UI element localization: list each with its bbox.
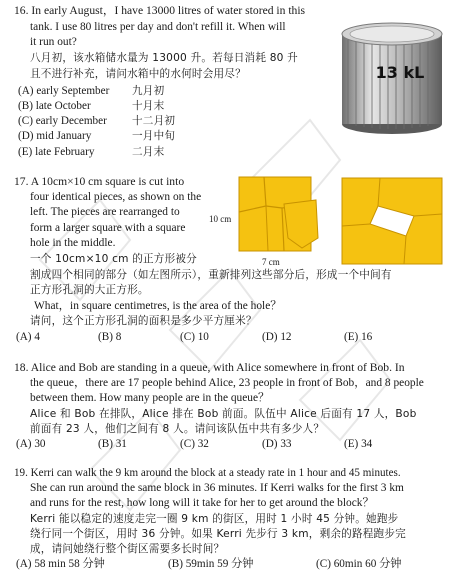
q18-zh-line1: Alice 和 Bob 在排队，Alice 排在 Bob 前面。队伍中 Alice 后面有 17 人，Bob xyxy=(30,408,417,420)
q16-option-b-zh: 十月末 xyxy=(132,100,165,112)
q18-option-d[interactable]: (D) 33 xyxy=(262,438,292,450)
q17-text-line3: left. The pieces are rearranged to xyxy=(30,206,180,218)
q17-option-b[interactable]: (B) 8 xyxy=(98,331,122,343)
q19-text-line3: and runs for the rest, how long will it take for her to get around the block？ xyxy=(30,497,374,509)
q18-text-line2: the queue，there are 17 people behind Alice, 23 people in front of Bob，and 8 people xyxy=(30,377,424,389)
q18-text-line1: 18. Alice and Bob are standing in a queue, with Alice somewhere in front of Bob. In xyxy=(14,361,405,374)
q17-text-line5: hole in the middle. xyxy=(30,237,116,249)
q18-option-c[interactable]: (C) 32 xyxy=(180,438,209,450)
q16-zh-line1: 八月初，该水箱储水量为 13000 升。若每日消耗 80 升 xyxy=(30,52,298,64)
figure-bottom-label: 7 cm xyxy=(262,257,280,267)
q17-option-c[interactable]: (C) 10 xyxy=(180,331,209,343)
q16-zh-line2: 且不进行补充，请问水箱中的水何时会用尽？ xyxy=(30,68,246,80)
q16-option-b[interactable]: (B) late October xyxy=(18,100,91,112)
q19-zh-line2: 绕行同一个街区，用时 36 分钟。如果 Kerri 先步行 3 km，剩余的路程跑步完 xyxy=(30,528,406,540)
q19-text-line2: She can run around the same block in 36 minutes. If Kerri walks for the first 3 km xyxy=(30,482,404,494)
q17-option-e[interactable]: (E) 16 xyxy=(344,331,373,343)
q19-option-c[interactable]: (C) 60min 60 分钟 xyxy=(316,558,402,570)
q17-zh-line3: 正方形孔洞的大正方形。 xyxy=(30,284,149,296)
q16-text-line3: it run out? xyxy=(30,36,77,48)
q17-text-line2: four identical pieces, as shown on the xyxy=(30,191,202,203)
q16-option-e-zh: 二月末 xyxy=(132,146,165,158)
figure-side-label: 10 cm xyxy=(209,214,232,224)
q18-zh-line2: 前面有 23 人，他们之间有 8 人。请问该队伍中共有多少人？ xyxy=(30,423,325,435)
q16-text-line1: 16. In early August，I have 13000 litres of water stored in this xyxy=(14,4,306,17)
q19-zh-line1: Kerri 能以稳定的速度走完一圈 9 km 的街区，用时 1 小时 45 分钟。她跑步 xyxy=(30,513,399,525)
q17-question-en: What，in square centimetres, is the area of the hole？ xyxy=(34,300,282,312)
q17-zh-line2: 割成四个相同的部分（如左图所示），重新排列这些部分后，形成一个中间有 xyxy=(30,269,392,281)
rearranged-piece xyxy=(280,198,320,250)
q16-option-d[interactable]: (D) mid January xyxy=(18,130,92,142)
q16-option-e[interactable]: (E) late February xyxy=(18,146,95,158)
q16-option-d-zh: 一月中旬 xyxy=(132,130,176,142)
q17-text-line1: 17. A 10cm×10 cm square is cut into xyxy=(14,175,185,188)
q17-question-zh: 请问，这个正方形孔洞的面积是多少平方厘米？ xyxy=(30,315,257,327)
q17-option-a[interactable]: (A) 4 xyxy=(16,331,40,343)
q16-option-a-zh: 九月初 xyxy=(132,85,165,97)
tank-capacity-label: 13 kL xyxy=(375,63,425,82)
q18-option-b[interactable]: (B) 31 xyxy=(98,438,127,450)
q16-option-c-zh: 十二月初 xyxy=(132,115,176,127)
q19-option-a[interactable]: (A) 58 min 58 分钟 xyxy=(16,558,105,570)
q16-text-line2: tank. I use 80 litres per day and don't refill it. When will xyxy=(30,21,286,33)
q17-zh-line1: 一个 10cm×10 cm 的正方形被分 xyxy=(30,253,197,265)
q16-option-c[interactable]: (C) early December xyxy=(18,115,107,127)
q18-option-e[interactable]: (E) 34 xyxy=(344,438,373,450)
square-with-hole-figure xyxy=(340,176,444,266)
q19-zh-line3: 成，请问她绕行整个街区需要多长时间？ xyxy=(30,543,225,555)
q17-text-line4: form a larger square with a square xyxy=(30,222,186,234)
q18-option-a[interactable]: (A) 30 xyxy=(16,438,46,450)
q17-option-d[interactable]: (D) 12 xyxy=(262,331,292,343)
q19-text-line1: 19. Kerri can walk the 9 km around the block at a steady rate in 1 hour and 45 minutes. xyxy=(14,467,401,479)
q18-text-line3: between them. How many people are in the queue？ xyxy=(30,392,270,404)
q16-option-a[interactable]: (A) early September xyxy=(18,85,110,97)
q19-option-b[interactable]: (B) 59min 59 分钟 xyxy=(168,558,254,570)
water-tank-illustration xyxy=(340,20,444,136)
